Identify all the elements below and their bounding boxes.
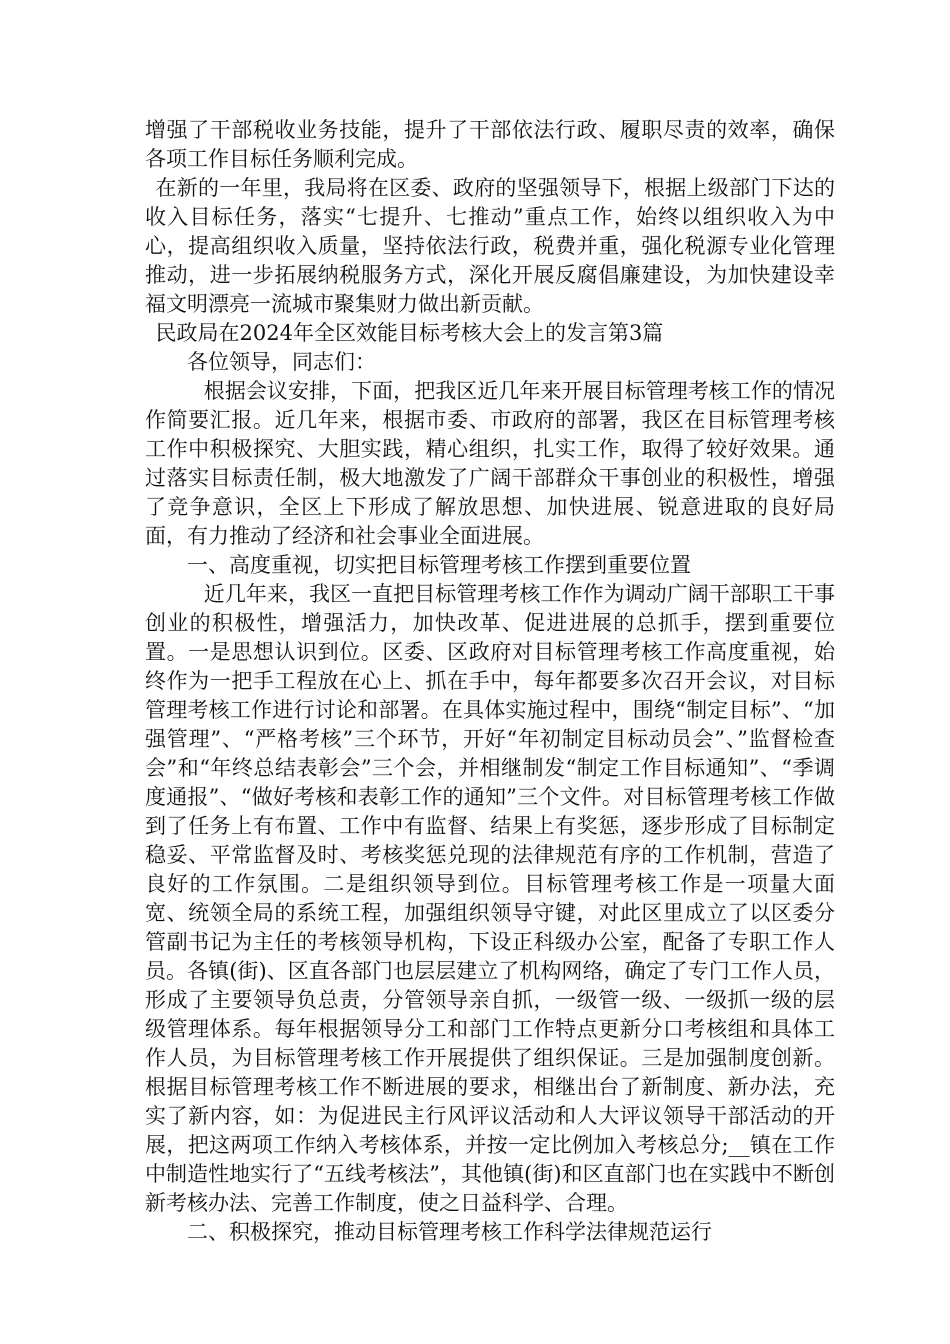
section-heading-2: 二、积极探究，推动目标管理考核工作科学法律规范运行 xyxy=(187,1220,712,1244)
paragraph-new-year-plan: 在新的一年里，我局将在区委、政府的坚强领导下，根据上级部门下达的收入目标任务，落实“七提升、七推动”重点工作，始终以组织收入为中心，提高组织收入质量，坚持依法行政，税费并重，强化税源专业化管理推动，进一步拓展纳税服务方式，深化开展反腐倡廉建设，为加快建设幸福文明漂亮一流城市聚集财力做出新贡献。 xyxy=(145,176,835,316)
document-title: 民政局在2024年全区效能目标考核大会上的发言第3篇 xyxy=(155,321,664,345)
document-body xyxy=(145,116,835,1247)
greeting: 各位领导，同志们： xyxy=(187,350,376,374)
paragraph-intro: 根据会议安排，下面，把我区近几年来开展目标管理考核工作的情况作简要汇报。近几年来，根据市委、市政府的部署，我区在目标管理考核工作中积极探究、大胆实践，精心组织，扎实工作，取得了较好效果。通过落实目标责任制，极大地激发了广阔干部群众干事创业的积极性，增强了竞争意识，全区上下形成了解放思想、加快进展、锐意进取的良好局面，有力推动了经济和社会事业全面进展。 xyxy=(145,379,835,548)
paragraph-section-1: 近几年来，我区一直把目标管理考核工作作为调动广阔干部职工干事创业的积极性，增强活力，加快改革、促进进展的总抓手，摆到重要位置。一是思想认识到位。区委、区政府对目标管理考核工作高度重视，始终作为一把手工程放在心上、抓在手中，每年都要多次召开会议，对目标管理考核工作进行讨论和部署。在具体实施过程中，围绕“制定目标”、“加强管理”、“严格考核”三个环节，开好“年初制定目标动员会”、”监督检查会”和“年终总结表彰会”三个会，并相继制发“制定工作目标通知”、“季调度通报”、“做好考核和表彰工作的通知”三个文件。对目标管理考核工作做到了任务上有布置、工作中有监督、结果上有奖惩，逐步形成了目标制定稳妥、平常监督及时、考核奖惩兑现的法律规范有序的工作机制，营造了良好的工作氛围。二是组织领导到位。目标管理考核工作是一项量大面宽、统领全局的系统工程，加强组织领导守键，对此区里成立了以区委分管副书记为主任的考核领导机构，下设正科级办公室，配备了专职工作人员。各镇(街)、区直各部门也层层建立了机构网络，确定了专门工作人员，形成了主要领导负总责，分管领导亲自抓，一级管一级、一级抓一级的层级管理体系。每年根据领导分工和部门工作特点更新分口考核组和具体工作人员，为目标管理考核工作开展提供了组织保证。三是加强制度创新。根据目标管理考核工作不断进展的要求，相继出台了新制度、新办法，充实了新内容，如：为促进民主行风评议活动和人大评议领导干部活动的开展，把这两项工作纳入考核体系，并按一定比例加入考核总分;__镇在工作中制造性地实行了“五线考核法”，其他镇(街)和区直部门也在实践中不断创新考核办法、完善工作制度，使之日益科学、合理。 xyxy=(145,582,835,1215)
section-heading-1: 一、高度重视，切实把目标管理考核工作摆到重要位置 xyxy=(187,553,691,577)
paragraph-continuation: 增强了干部税收业务技能，提升了干部依法行政、履职尽责的效率，确保各项工作目标任务顺利完成。 xyxy=(145,118,835,171)
